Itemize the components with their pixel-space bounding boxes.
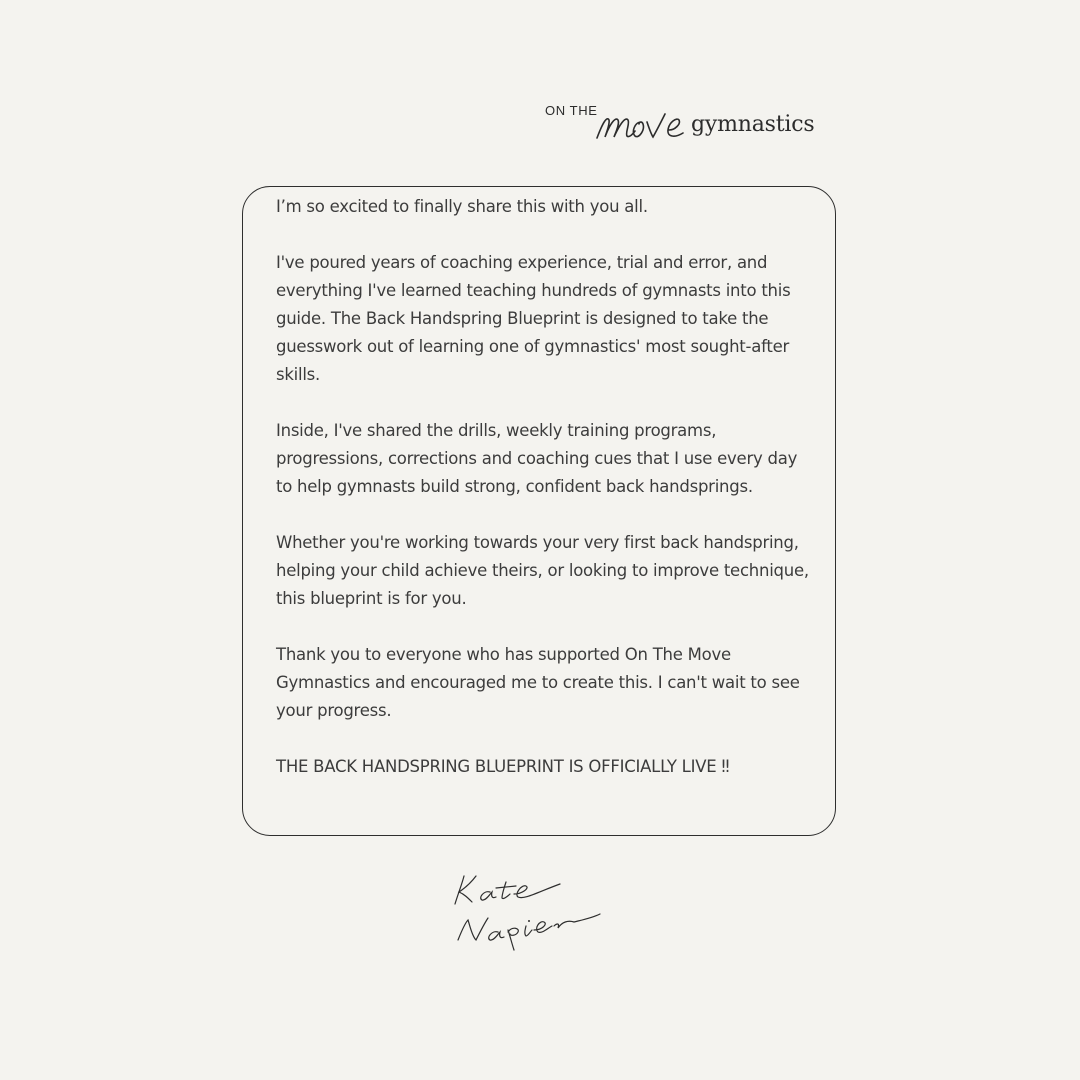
letter-body [276,193,816,781]
letter-paragraph-6: THE BACK HANDSPRING BLUEPRINT IS OFFICIALLY LIVE ‼ [276,757,730,776]
logo-prefix: ON THE [545,103,598,118]
letter-paragraph-4: Whether you're working towards your very first back handspring, helping your child achieve theirs, or looking to improve technique, this blueprint is for you. [276,533,809,608]
handwritten-signature [450,868,610,952]
logo-script-word [593,100,693,142]
letter-paragraph-5: Thank you to everyone who has supported On The Move Gymnastics and encouraged me to create this. I can't wait to see your progress. [276,645,800,720]
letter-paragraph-1: I’m so excited to finally share this with you all. [276,197,648,216]
letter-paragraph-2: I've poured years of coaching experience, trial and error, and everything I've learned teaching hundreds of gymnasts into this guide. The Back Handspring Blueprint is designed to take the guesswork out of learning one of gymnastics' most sought-after skills. [276,253,791,384]
logo-suffix: gymnastics [691,112,815,137]
letter-card [242,186,836,836]
brand-logo [545,98,815,148]
letter-paragraph-3: Inside, I've shared the drills, weekly training programs, progressions, corrections and coaching cues that I use every day to help gymnasts build strong, confident back handsprings. [276,421,798,496]
